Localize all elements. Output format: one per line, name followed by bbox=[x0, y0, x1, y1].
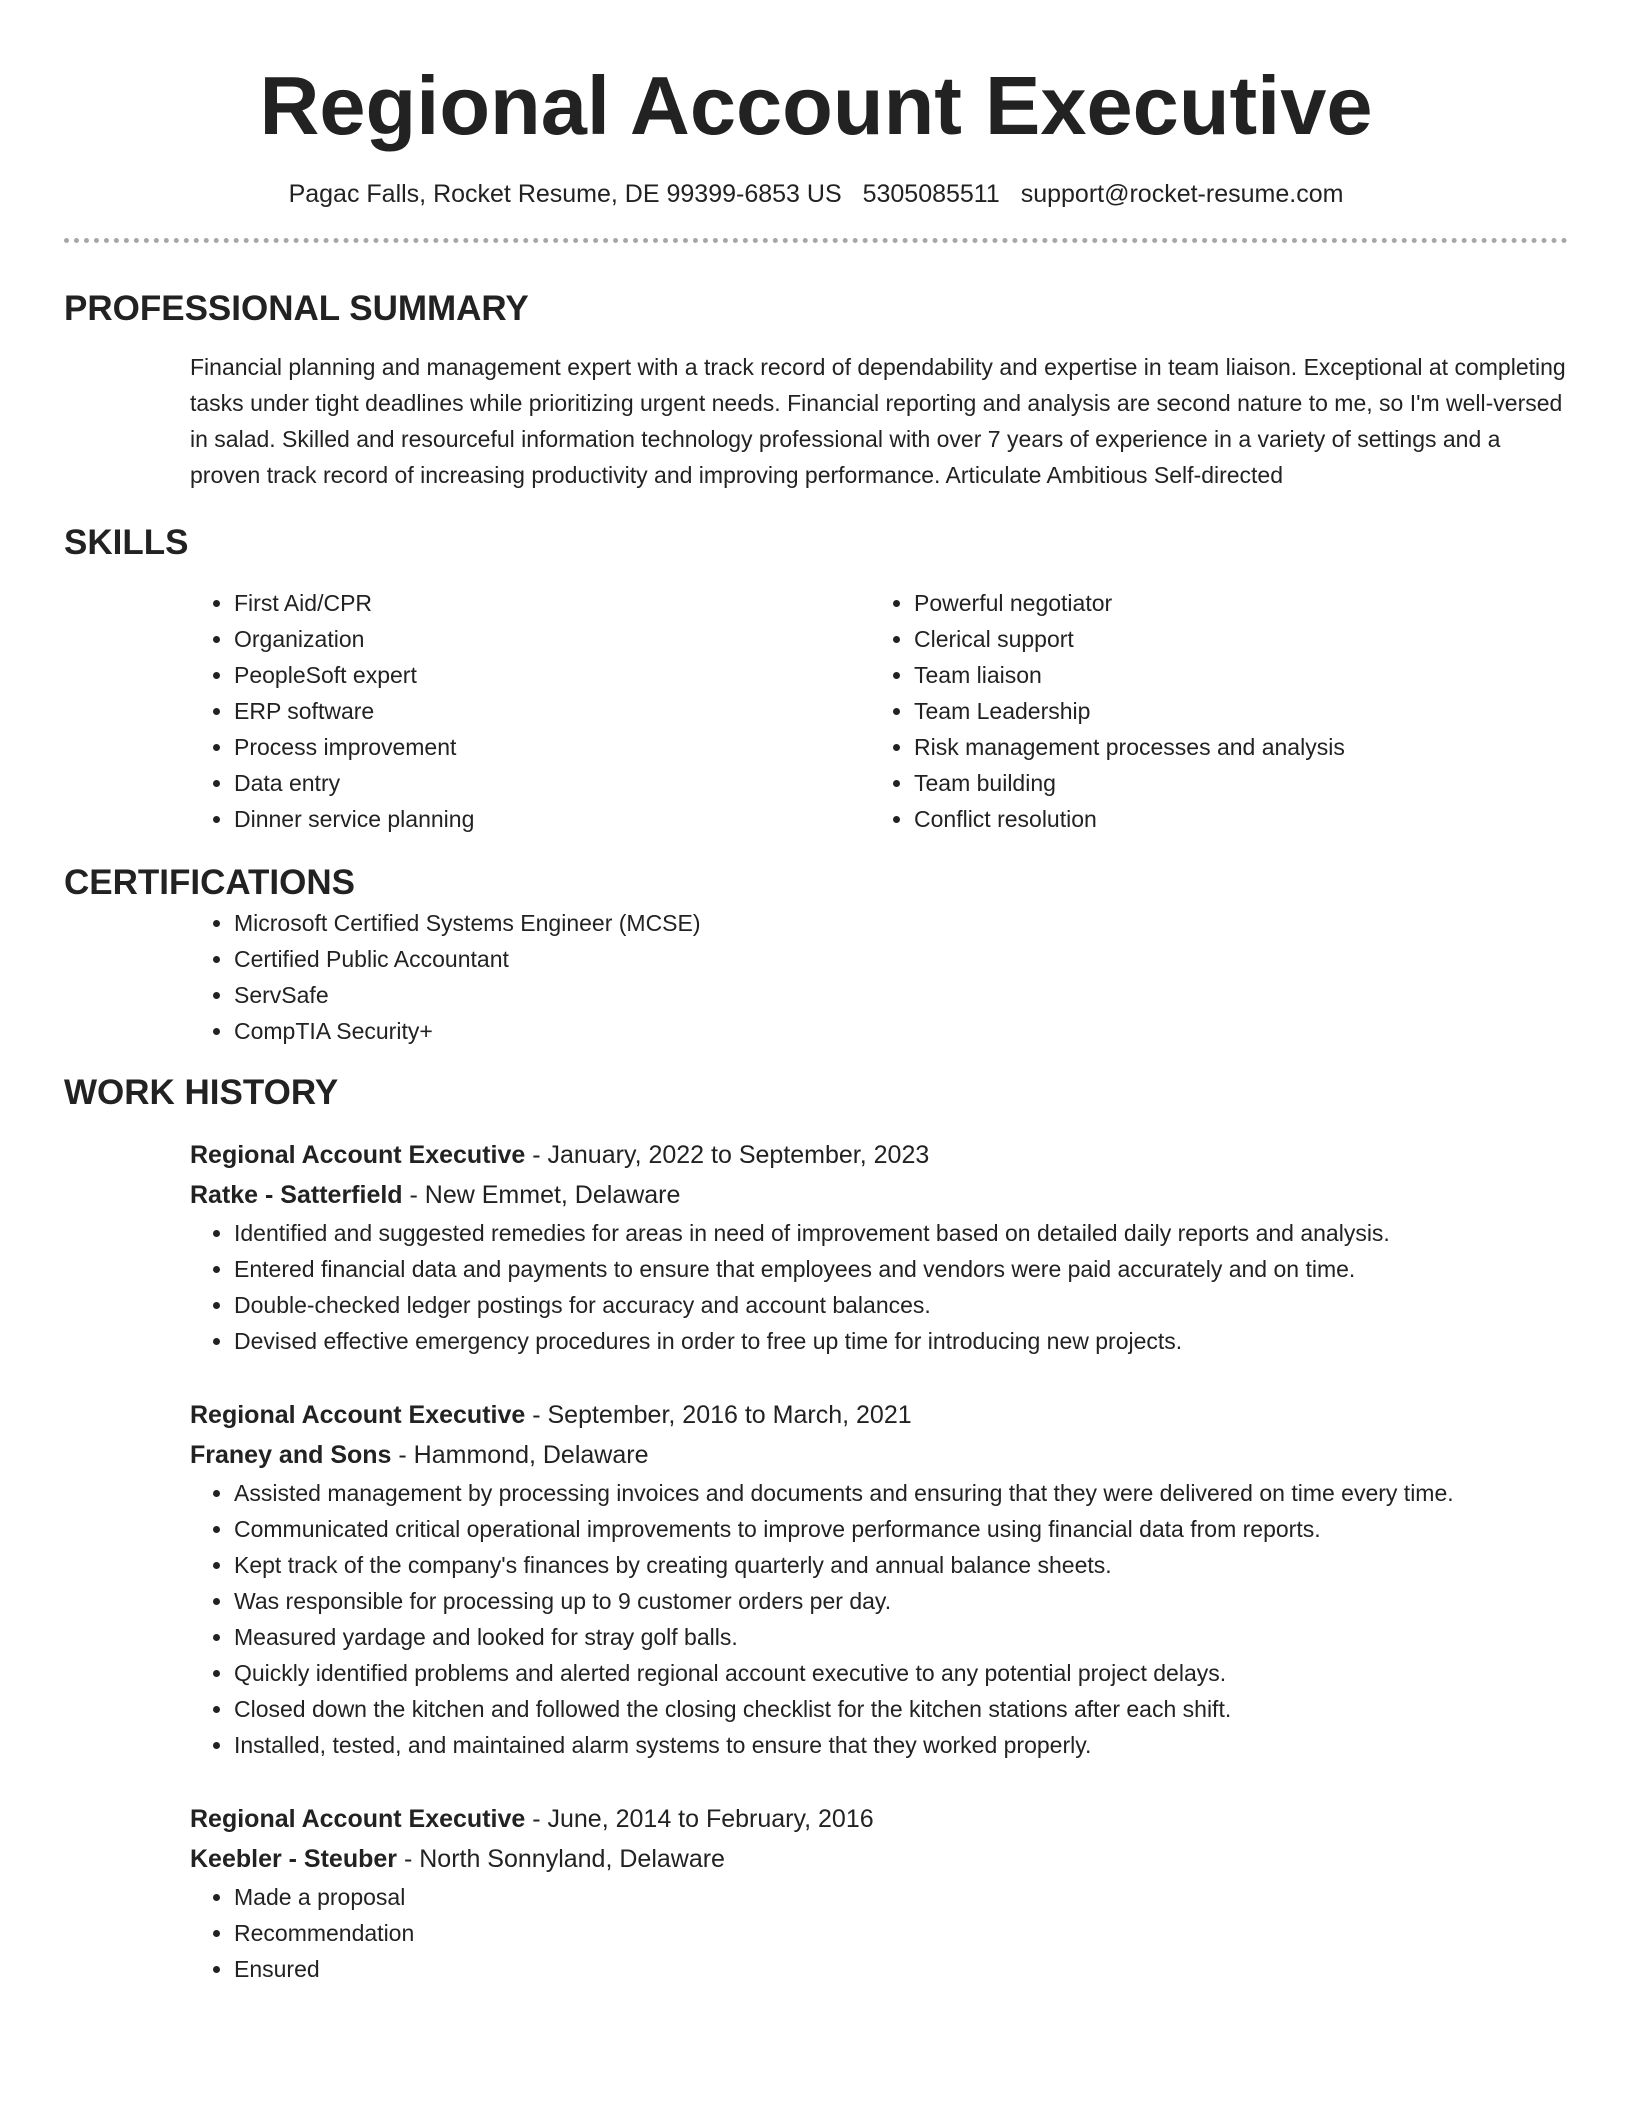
job-role: Regional Account Executive bbox=[190, 1141, 526, 1169]
job-role: Regional Account Executive bbox=[190, 1401, 526, 1429]
job-company-line bbox=[190, 1839, 1568, 1879]
job-company-line bbox=[190, 1175, 1568, 1215]
skill-item: • Conflict resolution bbox=[914, 801, 1550, 837]
job-company: Keebler - Steuber bbox=[190, 1845, 398, 1873]
certification-item: • Microsoft Certified Systems Engineer (MCSE) bbox=[234, 905, 1568, 941]
job-duty: • Closed down the kitchen and followed the closing checklist for the kitchen stations after each shift. bbox=[234, 1691, 1568, 1727]
skill-item: • Organization bbox=[234, 621, 870, 657]
job-entry bbox=[190, 1135, 1568, 1359]
skill-item: • Team building bbox=[914, 765, 1550, 801]
skills-list-left bbox=[190, 585, 870, 837]
summary-section bbox=[64, 349, 1568, 493]
job-duty: • Recommendation bbox=[234, 1915, 1568, 1951]
skill-item: • First Aid/CPR bbox=[234, 585, 870, 621]
skill-item: • Risk management processes and analysis bbox=[914, 729, 1550, 765]
skill-item: • Data entry bbox=[234, 765, 870, 801]
job-duty: • Double-checked ledger postings for accuracy and account balances. bbox=[234, 1287, 1568, 1323]
resume-name: Regional Account Executive bbox=[259, 59, 1373, 152]
contact-address: Pagac Falls, Rocket Resume, DE 99399-6853 US bbox=[288, 180, 842, 208]
job-duty: • Was responsible for processing up to 9 customer orders per day. bbox=[234, 1583, 1568, 1619]
skills-section bbox=[64, 585, 1568, 837]
job-location: - New Emmet, Delaware bbox=[402, 1181, 681, 1209]
contact-phone: 5305085511 bbox=[862, 180, 1000, 208]
skill-item: • Powerful negotiator bbox=[914, 585, 1550, 621]
summary-heading: PROFESSIONAL SUMMARY bbox=[64, 289, 529, 328]
job-dates: - September, 2016 to March, 2021 bbox=[525, 1401, 912, 1429]
job-duty: • Ensured bbox=[234, 1951, 1568, 1987]
skill-item: • Team liaison bbox=[914, 657, 1550, 693]
certification-item: • ServSafe bbox=[234, 977, 1568, 1013]
job-location: - North Sonnyland, Delaware bbox=[397, 1845, 725, 1873]
work-history-section bbox=[64, 1135, 1568, 1987]
job-duty: • Installed, tested, and maintained alarm systems to ensure that they worked properly. bbox=[234, 1727, 1568, 1763]
job-title-line bbox=[190, 1799, 1568, 1839]
job-duties bbox=[190, 1879, 1568, 1987]
skill-item: • Team Leadership bbox=[914, 693, 1550, 729]
certification-item: • CompTIA Security+ bbox=[234, 1013, 1568, 1049]
job-duty: • Made a proposal bbox=[234, 1879, 1568, 1915]
job-company-line bbox=[190, 1435, 1568, 1475]
job-title-line bbox=[190, 1135, 1568, 1175]
header-divider bbox=[64, 238, 1568, 243]
summary-text: Financial planning and management expert with a track record of dependability and expertise in team liaison. Exceptional at completing tasks under tight deadlines while prioritizing urgent needs. Financial reporting and analysis are second nature to me, so I'm well-versed in salad. Skilled and resourceful information technology professional with over 7 years of experience in a variety of settings and a proven track record of increasing productivity and improving performance. Articulate Ambitious Self-directed bbox=[190, 354, 1566, 488]
contact-email: support@rocket-resume.com bbox=[1020, 180, 1344, 208]
skills-list-right bbox=[870, 585, 1550, 837]
job-duty: • Identified and suggested remedies for areas in need of improvement based on detailed daily reports and analysis. bbox=[234, 1215, 1568, 1251]
job-duty: • Devised effective emergency procedures in order to free up time for introducing new projects. bbox=[234, 1323, 1568, 1359]
certifications-heading: CERTIFICATIONS bbox=[64, 863, 356, 902]
job-duty: • Quickly identified problems and alerted regional account executive to any potential project delays. bbox=[234, 1655, 1568, 1691]
job-duties bbox=[190, 1215, 1568, 1359]
skill-item: • Clerical support bbox=[914, 621, 1550, 657]
skills-column-right bbox=[870, 585, 1550, 837]
skills-column-left bbox=[190, 585, 870, 837]
skill-item: • ERP software bbox=[234, 693, 870, 729]
job-entry bbox=[190, 1395, 1568, 1763]
job-duties bbox=[190, 1475, 1568, 1763]
job-role: Regional Account Executive bbox=[190, 1805, 526, 1833]
job-duty: • Entered financial data and payments to ensure that employees and vendors were paid accurately and on time. bbox=[234, 1251, 1568, 1287]
skills-heading: SKILLS bbox=[64, 523, 189, 562]
job-location: - Hammond, Delaware bbox=[391, 1441, 649, 1469]
job-dates: - January, 2022 to September, 2023 bbox=[525, 1141, 930, 1169]
certification-item: • Certified Public Accountant bbox=[234, 941, 1568, 977]
certifications-list bbox=[190, 905, 1568, 1049]
skill-item: • PeopleSoft expert bbox=[234, 657, 870, 693]
job-company: Franey and Sons bbox=[190, 1441, 392, 1469]
job-dates: - June, 2014 to February, 2016 bbox=[525, 1805, 874, 1833]
job-duty: • Communicated critical operational improvements to improve performance using financial data from reports. bbox=[234, 1511, 1568, 1547]
skill-item: • Dinner service planning bbox=[234, 801, 870, 837]
job-duty: • Measured yardage and looked for stray golf balls. bbox=[234, 1619, 1568, 1655]
skill-item: • Process improvement bbox=[234, 729, 870, 765]
job-duty: • Assisted management by processing invoices and documents and ensuring that they were delivered on time every time. bbox=[234, 1475, 1568, 1511]
job-title-line bbox=[190, 1395, 1568, 1435]
job-company: Ratke - Satterfield bbox=[190, 1181, 403, 1209]
work-history-heading: WORK HISTORY bbox=[64, 1073, 339, 1112]
skills-grid bbox=[190, 585, 1568, 837]
job-entry bbox=[190, 1799, 1568, 1987]
job-duty: • Kept track of the company's finances by creating quarterly and annual balance sheets. bbox=[234, 1547, 1568, 1583]
certifications-section bbox=[64, 905, 1568, 1049]
contact-line bbox=[64, 178, 1568, 210]
